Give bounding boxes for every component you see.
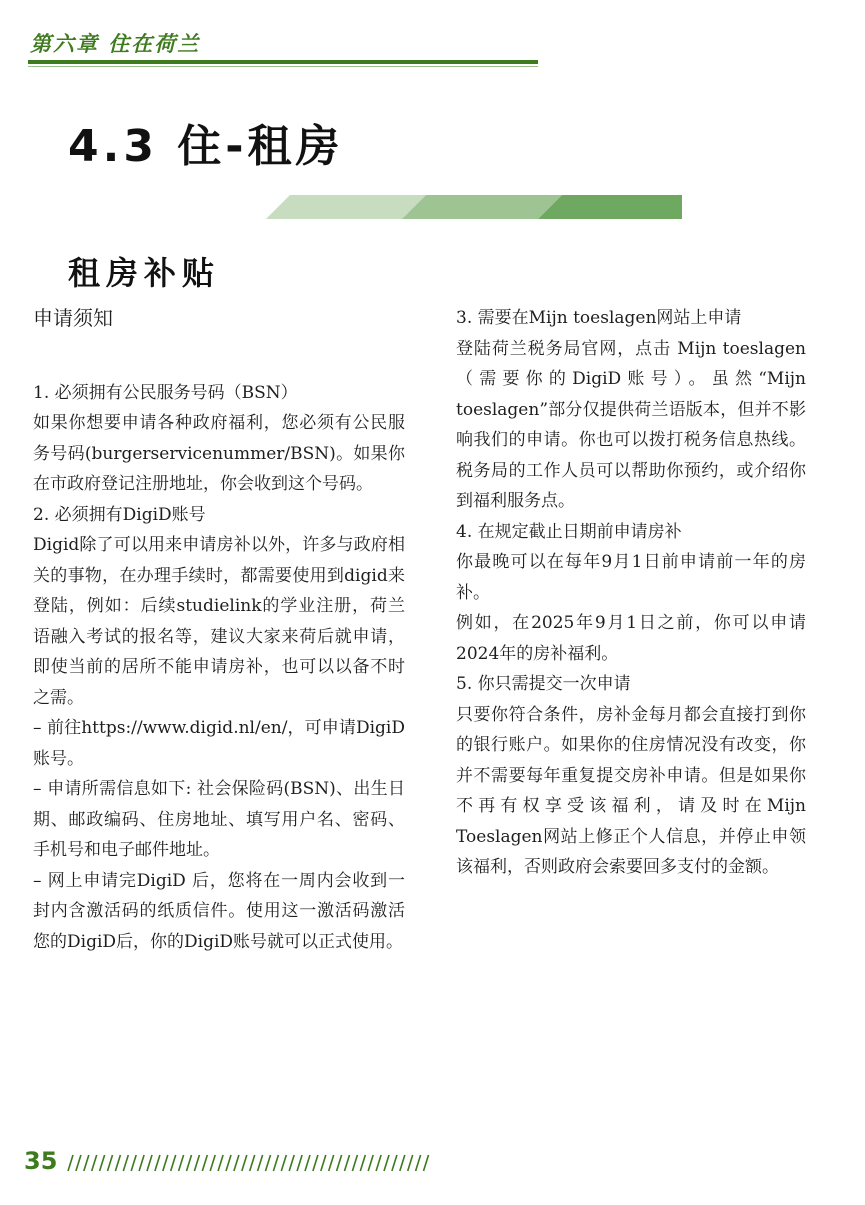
chapter-header: 第六章 住在荷兰 [30,32,201,56]
footer-slash [84,1155,89,1171]
footer-slash [210,1155,215,1171]
footer-slash [321,1155,326,1171]
footer-slash [305,1155,310,1171]
footer-slash [313,1155,318,1171]
paragraph: 你最晚可以在每年9月1日前申请前一年的房补。 [456,552,806,603]
footer-slash [273,1155,278,1171]
footer-slash [202,1155,207,1171]
footer-slash [352,1155,357,1171]
footer-slash [147,1155,152,1171]
footer-slash [281,1155,286,1171]
footer-slash [360,1155,365,1171]
footer-slash-decoration [66,1154,432,1172]
footer-slash [258,1155,263,1171]
footer-slash [131,1155,136,1171]
footer-slash [115,1155,120,1171]
footer-slash [92,1155,97,1171]
footer-slash [345,1155,350,1171]
footer-slash [242,1155,247,1171]
footer-slash [187,1155,192,1171]
footer-slash [266,1155,271,1171]
footer-slash [250,1155,255,1171]
footer-slash [329,1155,334,1171]
stripe-mid [402,195,562,219]
footer-slash [163,1155,168,1171]
section-title: 4.3 住-租房 [68,121,344,172]
footer-slash [139,1155,144,1171]
stripe-dark [538,195,682,219]
footer-slash [218,1155,223,1171]
bullet-paragraph: – 网上申请完DigiD 后，您将在一周内会收到一封内含激活码的纸质信件。使用这一激活码激活您的DigiD后，你的DigiD账号就可以正式使用。 [33,870,405,952]
bullet-paragraph: – 前往https://www.digid.nl/en/，可申请DigiD账号。 [33,718,405,769]
page-number: 35 [24,1147,58,1175]
paragraph: 例如，在2025年9月1日之前，你可以申请2024年的房补福利。 [456,613,806,664]
footer-slash [194,1155,199,1171]
footer-slash [408,1155,413,1171]
footer-slash [179,1155,184,1171]
footer-slash [289,1155,294,1171]
header-rule-thin [28,66,538,67]
left-column [33,303,405,957]
sub-title: 租房补贴 [68,254,221,292]
footer-slash [400,1155,405,1171]
item-3-heading: 3. 需要在Mijn toeslagen网站上申请 [456,308,742,328]
footer-slash [226,1155,231,1171]
footer-slash [171,1155,176,1171]
paragraph: 只要你符合条件，房补金每月都会直接打到你的银行账户。如果你的住房情况没有改变，你并不需要每年重复提交房补申请。但是如果你不再有权享受该福利，请及时在Mijn Toeslagen网站上修正个人信息，并停止申领该福利，否则政府会索要回多支付的金额。 [456,704,806,877]
header-rule [28,60,538,64]
footer-slash [297,1155,302,1171]
footer-slash [424,1155,429,1171]
item-5-heading: 5. 你只需提交一次申请 [456,674,631,694]
footer-slash [368,1155,373,1171]
footer-slash [384,1155,389,1171]
paragraph: 如果你想要申请各种政府福利，您必须有公民服务号码(burgerservicenummer/BSN)。如果你在市政府登记注册地址，你会收到这个号码。 [33,413,405,494]
footer-slash [416,1155,421,1171]
footer-slash [376,1155,381,1171]
bullet-paragraph: – 申请所需信息如下: 社会保险码(BSN)、出生日期、邮政编码、住房地址、填写用户名、密码、手机号和电子邮件地址。 [33,779,405,860]
footer-slash [337,1155,342,1171]
footer-slash [155,1155,160,1171]
item-1-heading: 1. 必须拥有公民服务号码（BSN） [33,382,298,403]
footer-slash [234,1155,239,1171]
stripe-light [266,195,426,219]
footer-slash [392,1155,397,1171]
footer-slash [68,1155,73,1171]
footer-slash [123,1155,128,1171]
footer-slash [76,1155,81,1171]
footer-slash [100,1155,105,1171]
paragraph: 登陆荷兰税务局官网，点击 Mijn toeslagen（需要你的DigiD账号）。虽然“Mijn toeslagen”部分仅提供荷兰语版本，但并不影响我们的申请。你也可以拨打税务信息热线。税务局的工作人员可以帮助你预约，或介绍你到福利服务点。 [456,338,806,511]
paragraph: Digid除了可以用来申请房补以外，许多与政府相关的事物，在办理手续时，都需要使用到digid来登陆，例如：后续studielink的学业注册，荷兰语融入考试的报名等，建议大家来荷后就申请，即使当前的居所不能申请房补，也可以以备不时之需。 [33,535,405,708]
right-column [456,303,806,883]
decorative-stripe-bar [266,195,682,219]
item-4-heading: 4. 在规定截止日期前申请房补 [456,521,682,542]
footer-slash [108,1155,113,1171]
item-2-heading: 2. 必须拥有DigiD账号 [33,504,206,525]
notice-heading: 申请须知 [33,306,113,330]
